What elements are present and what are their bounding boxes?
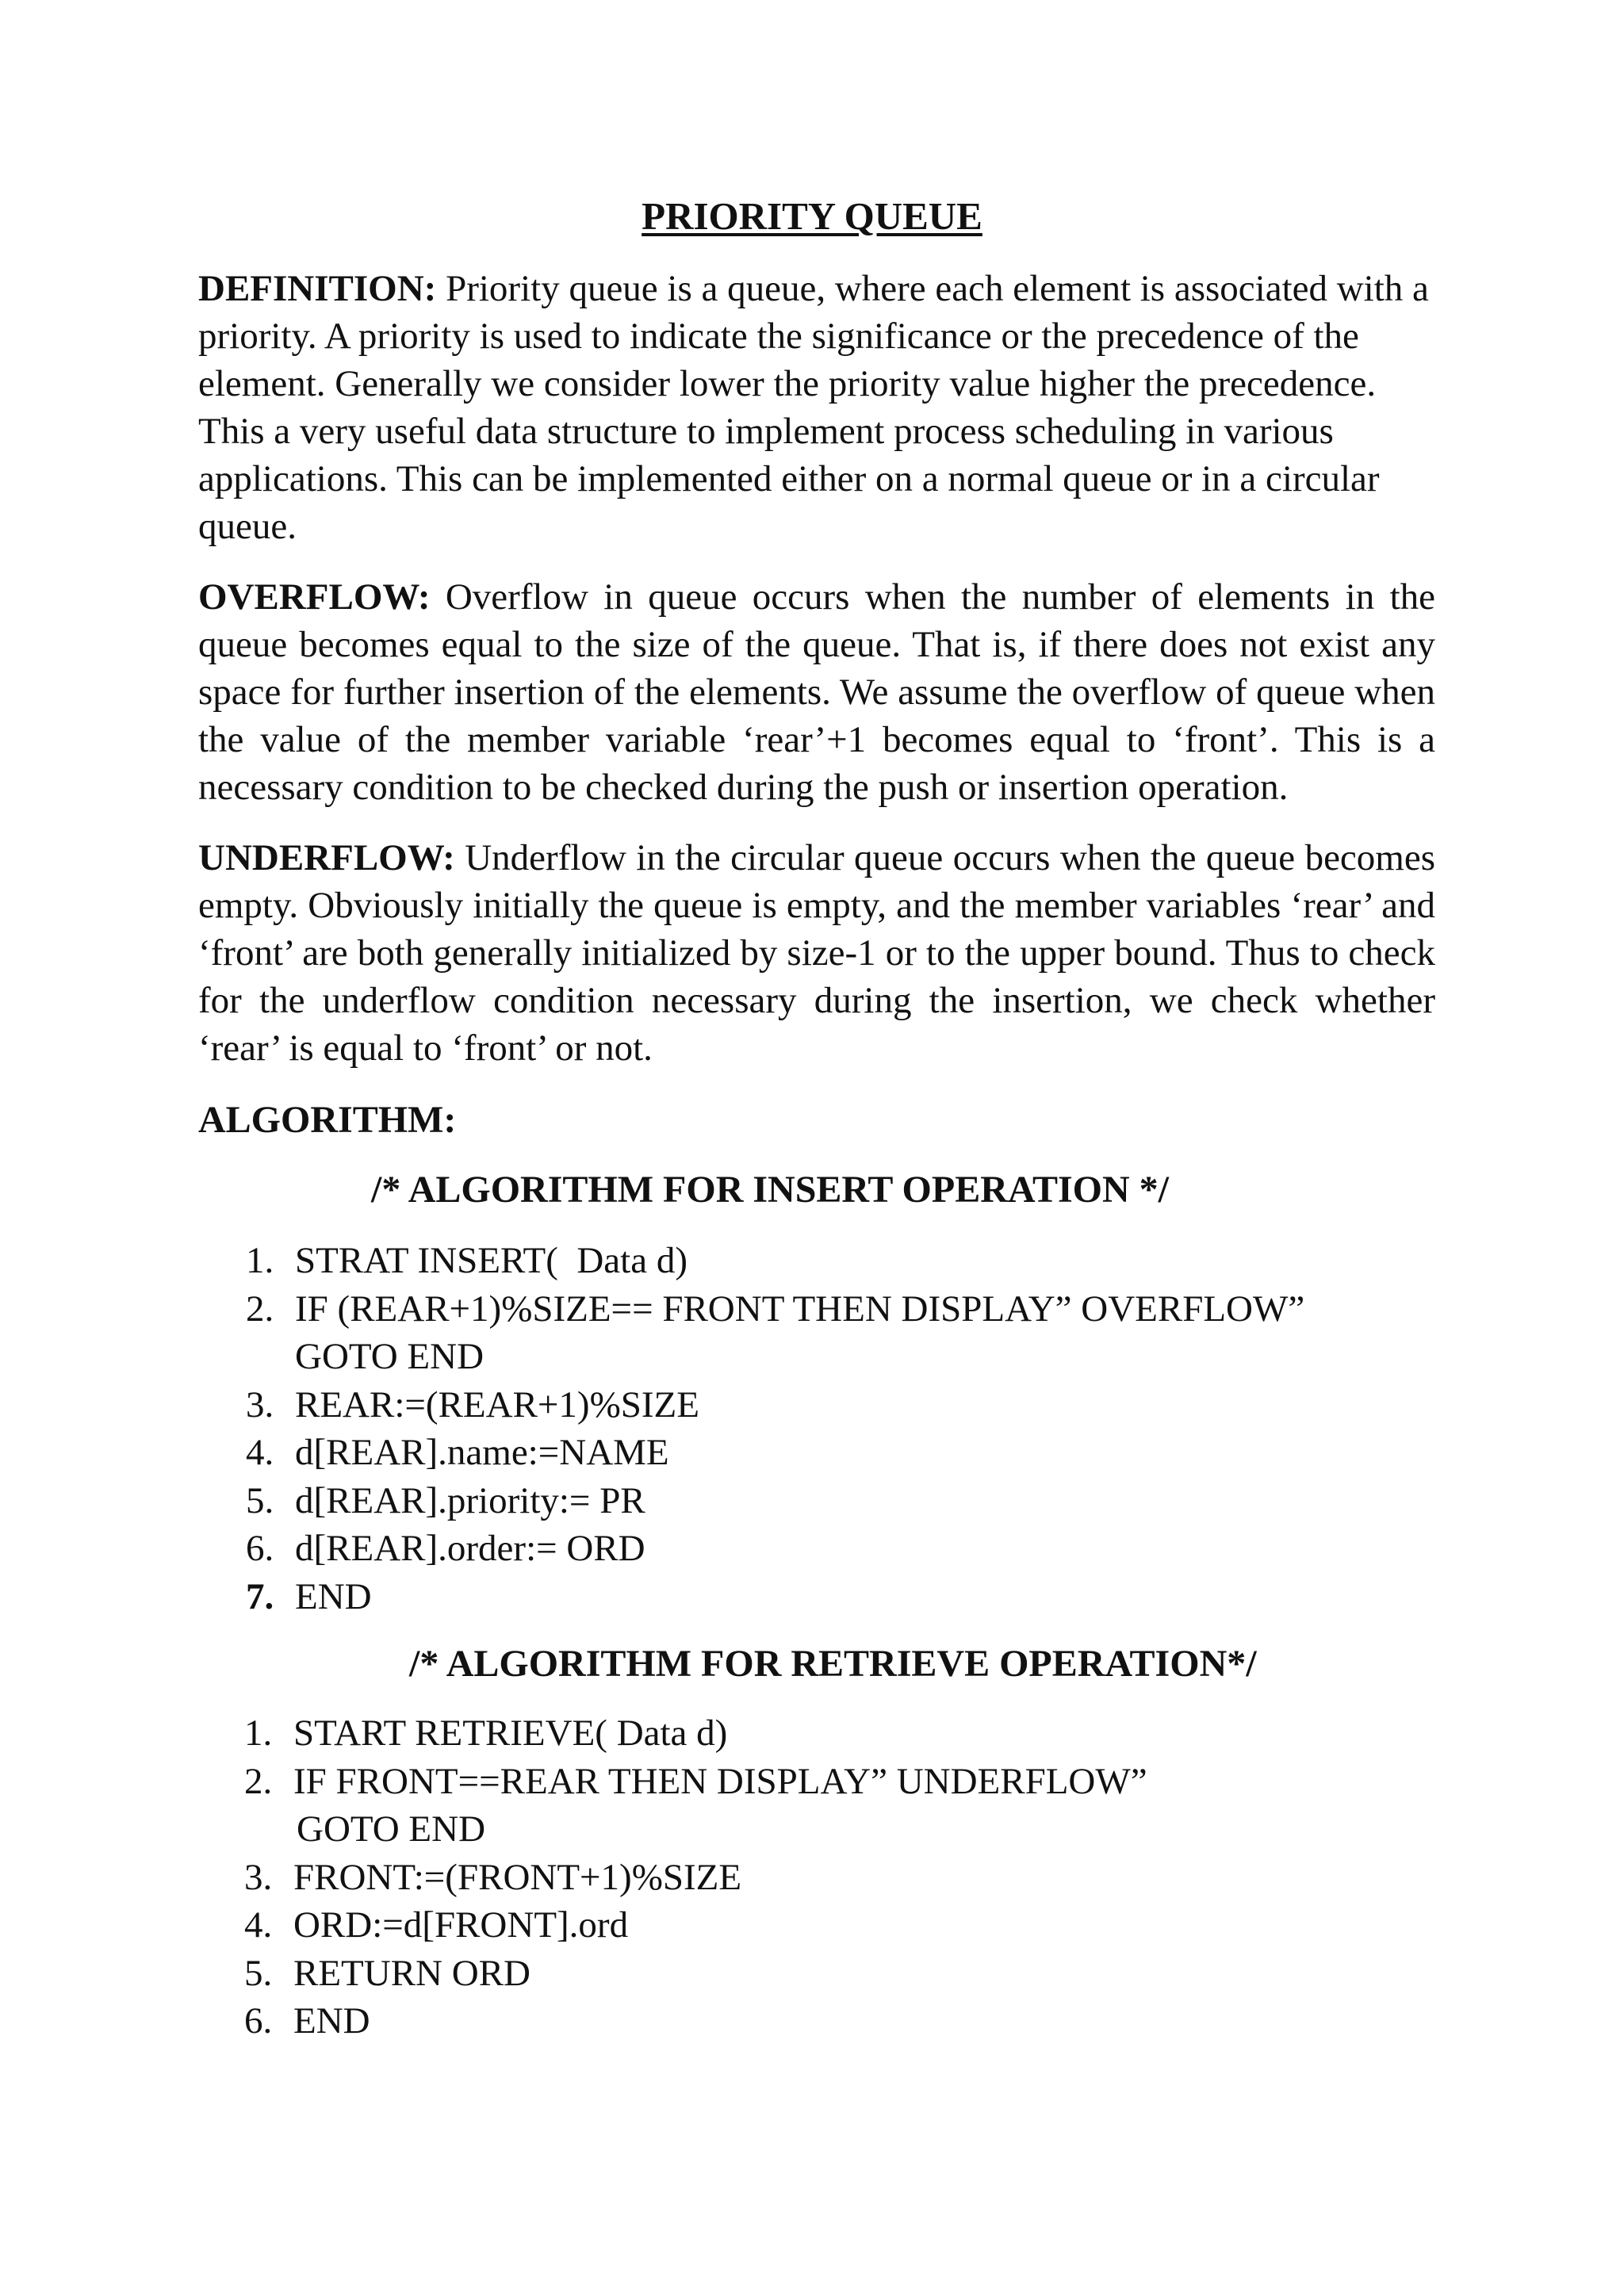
step-text: IF FRONT==REAR THEN DISPLAY” UNDERFLOW” [293, 1760, 1147, 1802]
list-item [244, 1854, 1147, 1902]
step-number: 5. [246, 1479, 274, 1521]
overflow-paragraph [198, 573, 1435, 811]
step-number: 6. [244, 2000, 273, 2042]
underflow-text: Underflow in the circular queue occurs when the queue becomes empty. Obviously initially the queue is empty, and the member variables ‘rear’ and ‘front’ are both generally initialized by size-1 or to the upper bound. Thus to check for the underflow condition necessary during the insertion, we check whether ‘rear’ is equal to ‘front’ or not. [198, 837, 1435, 1069]
step-text: START RETRIEVE( Data d) [293, 1712, 728, 1754]
definition-label: DEFINITION: [198, 268, 437, 309]
step-number: 2. [244, 1760, 273, 1802]
step-number: 2. [246, 1288, 274, 1330]
list-item [244, 1901, 1147, 1950]
step-text: GOTO END [295, 1336, 485, 1377]
definition-paragraph [198, 265, 1435, 550]
step-number: 5. [244, 1952, 273, 1994]
page-title: PRIORITY QUEUE [642, 194, 982, 238]
algorithm-heading: ALGORITHM: [198, 1099, 457, 1141]
step-number: 1. [244, 1712, 273, 1754]
step-number: 3. [244, 1856, 273, 1898]
list-item [246, 1429, 1304, 1477]
step-number: 6. [246, 1528, 274, 1569]
insert-steps-list [246, 1237, 1304, 1621]
list-item-continuation [246, 1333, 1304, 1381]
step-number: 1. [246, 1240, 274, 1281]
insert-algorithm-heading: /* ALGORITHM FOR INSERT OPERATION */ [371, 1169, 1170, 1211]
overflow-label: OVERFLOW: [198, 576, 431, 618]
definition-text: Priority queue is a queue, where each element is associated with a priority. A priority is used to indicate the significance or the precedence of the element. Generally we consider lower the priority value higher the precedence. This a very useful data structure to implement process scheduling in various applications. This can be implemented either on a normal queue or in a circular queue. [198, 268, 1429, 547]
list-item [244, 1709, 1147, 1758]
step-text: END [293, 2000, 370, 2042]
step-text: RETURN ORD [293, 1952, 530, 1994]
step-number: 3. [246, 1383, 274, 1425]
list-item-continuation [244, 1805, 1147, 1854]
step-text: END [295, 1575, 372, 1617]
underflow-paragraph [198, 834, 1435, 1072]
step-number: 7. [246, 1575, 274, 1617]
list-item [246, 1525, 1304, 1573]
retrieve-steps-list [244, 1709, 1147, 2045]
list-item [244, 1997, 1147, 2045]
step-text: d[REAR].priority:= PR [295, 1479, 645, 1521]
step-text: FRONT:=(FRONT+1)%SIZE [293, 1856, 742, 1898]
list-item [244, 1950, 1147, 1998]
step-text: GOTO END [297, 1808, 486, 1850]
step-text: STRAT INSERT( Data d) [295, 1240, 688, 1281]
overflow-text: Overflow in queue occurs when the number of elements in the queue becomes equal to the size of the queue. That is, if there does not exist any space for further insertion of the elements. We assume the overflow of queue when the value of the member variable ‘rear’+1 becomes equal to ‘front’. This is a necessary condition to be checked during the push or insertion operation. [198, 576, 1435, 808]
step-number: 4. [244, 1904, 273, 1946]
list-item [246, 1237, 1304, 1285]
list-item [244, 1758, 1147, 1806]
step-text: d[REAR].name:=NAME [295, 1432, 669, 1473]
step-number: 4. [246, 1432, 274, 1473]
retrieve-algorithm-heading: /* ALGORITHM FOR RETRIEVE OPERATION*/ [409, 1643, 1257, 1685]
step-text: REAR:=(REAR+1)%SIZE [295, 1383, 699, 1425]
step-text: ORD:=d[FRONT].ord [293, 1904, 629, 1946]
list-item [246, 1477, 1304, 1525]
list-item [246, 1285, 1304, 1334]
step-text: IF (REAR+1)%SIZE== FRONT THEN DISPLAY” OVERFLOW” [295, 1288, 1305, 1330]
underflow-label: UNDERFLOW: [198, 837, 455, 878]
list-item [246, 1381, 1304, 1429]
step-text: d[REAR].order:= ORD [295, 1528, 645, 1569]
list-item [246, 1573, 1304, 1621]
